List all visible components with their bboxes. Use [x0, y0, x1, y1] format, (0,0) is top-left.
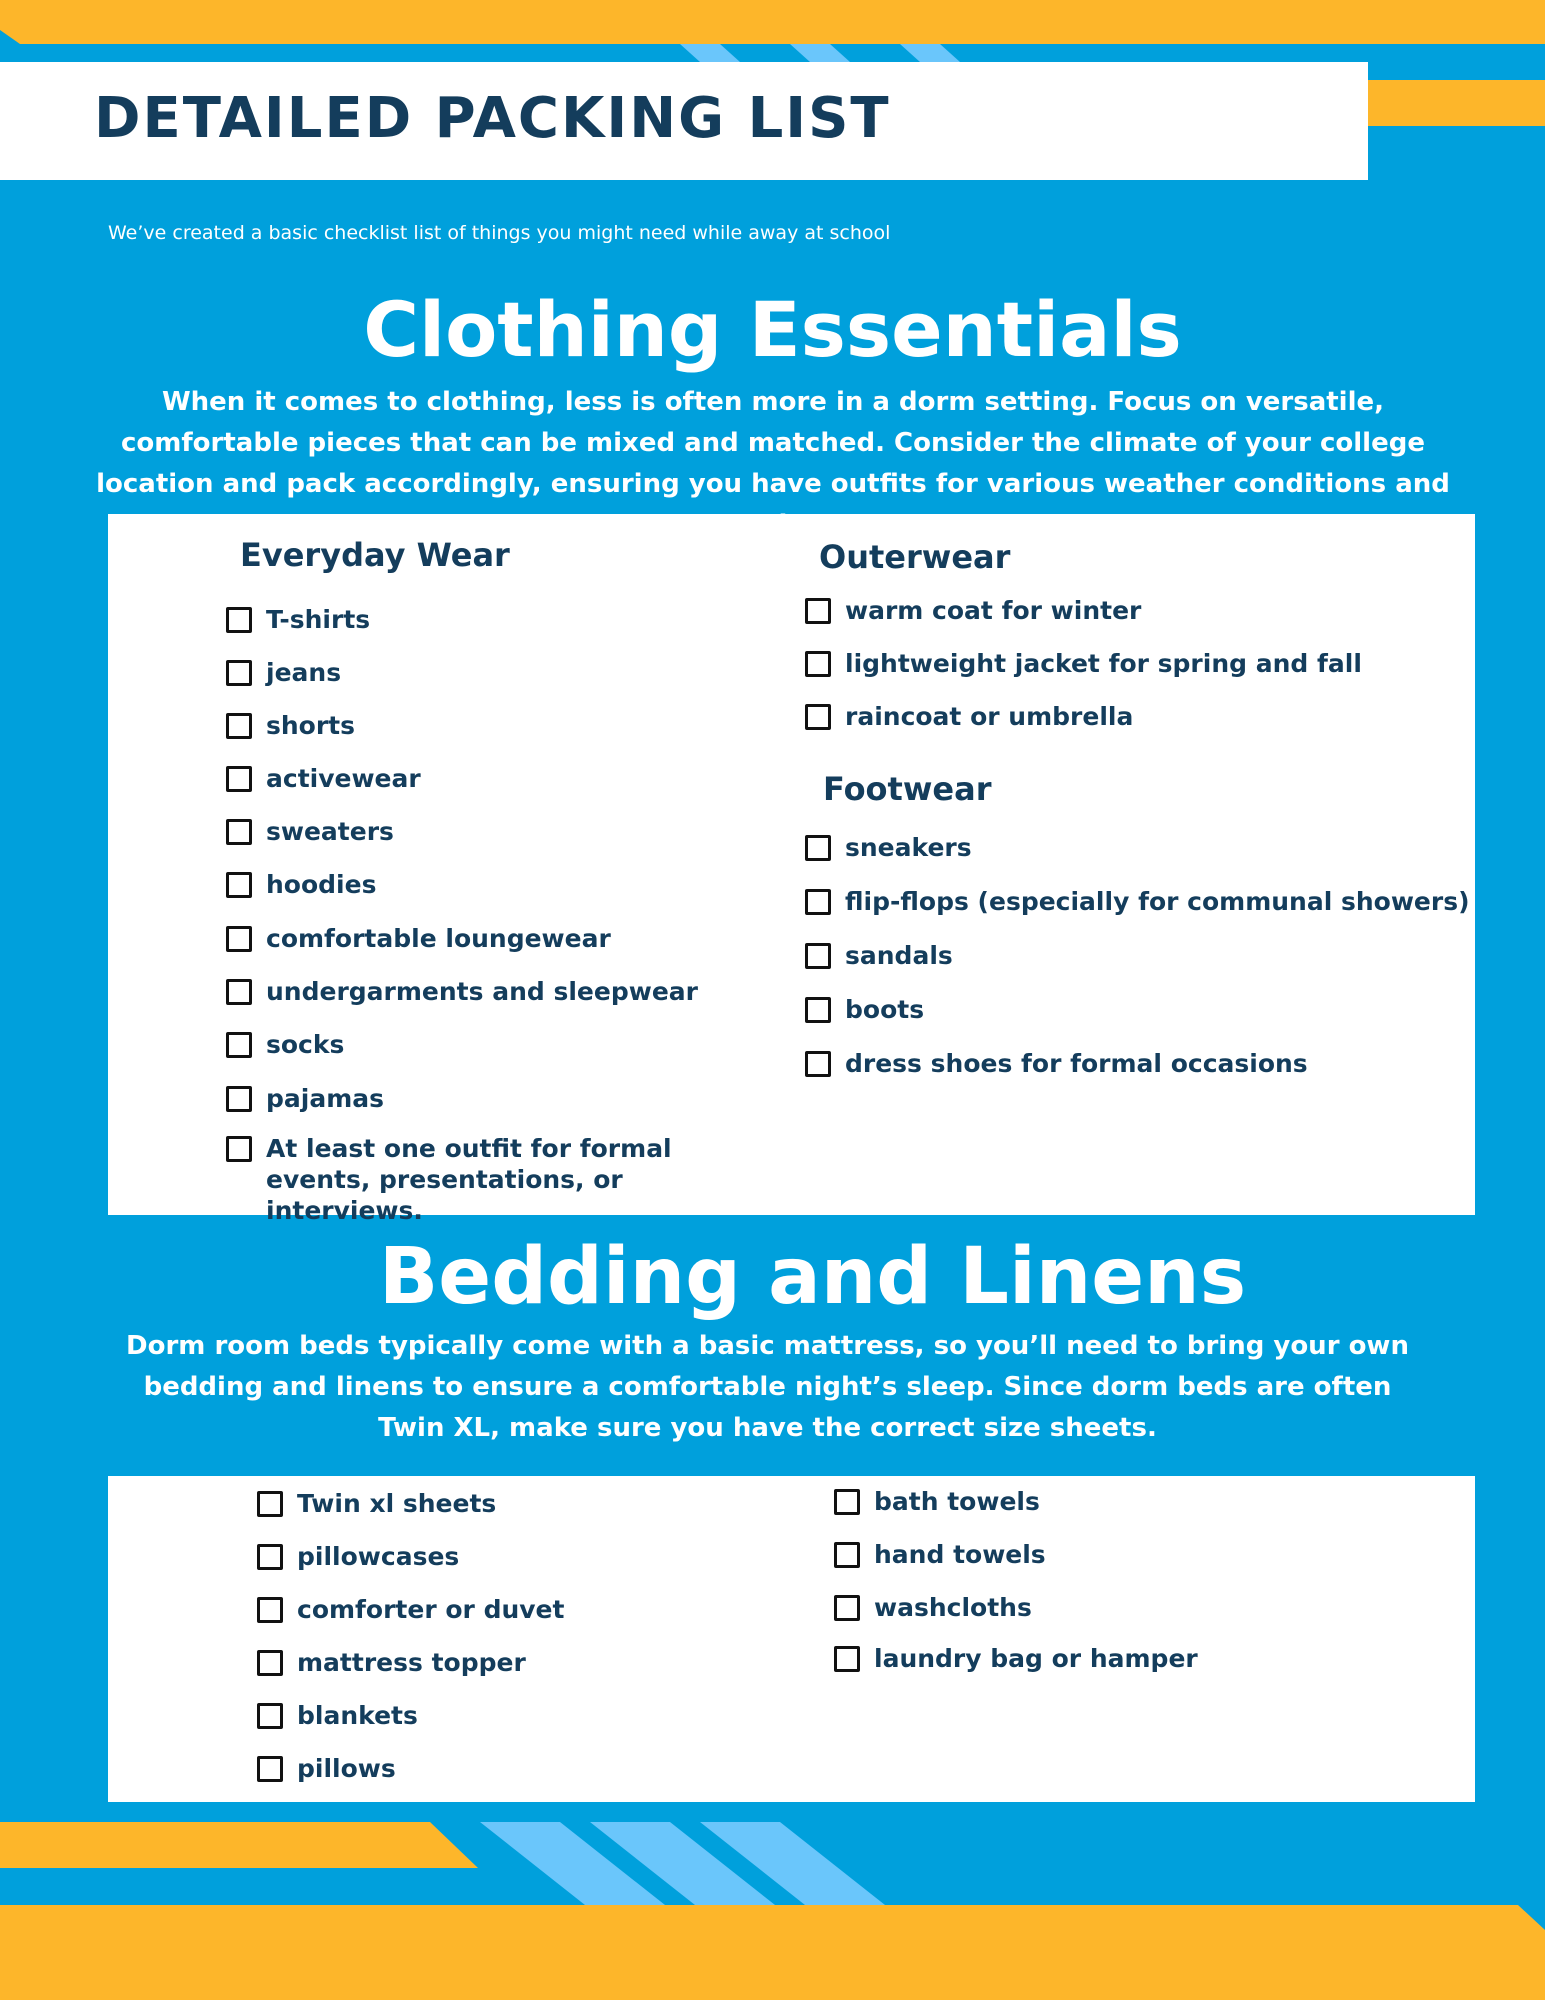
checkbox[interactable] [226, 766, 252, 792]
checkbox[interactable] [805, 835, 831, 861]
checkbox[interactable] [805, 1051, 831, 1077]
clothing-checklist-panel [108, 514, 1475, 1225]
checklist-item[interactable]: boots [805, 994, 924, 1025]
checkbox[interactable] [805, 997, 831, 1023]
checklist-item[interactable]: warm coat for winter [805, 595, 1141, 626]
checkbox[interactable] [805, 889, 831, 915]
checklist-item[interactable]: sneakers [805, 832, 972, 863]
checklist-item[interactable]: comforter or duvet [257, 1594, 564, 1625]
checkbox[interactable] [257, 1703, 283, 1729]
checkbox[interactable] [257, 1544, 283, 1570]
checklist-item[interactable]: pillowcases [257, 1541, 459, 1572]
checklist-item[interactable]: washcloths [834, 1592, 1032, 1623]
page-subtitle: We’ve created a basic checklist list of things you might need while away at school [108, 222, 891, 244]
outerwear-heading: Outerwear [819, 538, 1011, 576]
top-stripe [790, 44, 850, 62]
bottom-left-yellow-strip [0, 1822, 478, 1868]
checkbox[interactable] [834, 1489, 860, 1515]
checklist-item[interactable]: shorts [226, 710, 355, 741]
checkbox[interactable] [805, 943, 831, 969]
checklist-item[interactable]: bath towels [834, 1486, 1040, 1517]
everyday-wear-column [226, 536, 786, 1225]
checklist-item[interactable]: hand towels [834, 1539, 1046, 1570]
checkbox[interactable] [257, 1491, 283, 1517]
top-stripe [680, 44, 740, 62]
title-bar [0, 62, 1368, 180]
page-title: DETAILED PACKING LIST [94, 86, 891, 151]
outerwear-column [805, 538, 1445, 738]
top-yellow-band [0, 0, 1545, 44]
checkbox[interactable] [805, 704, 831, 730]
checkbox[interactable] [834, 1595, 860, 1621]
checklist-item[interactable]: lightweight jacket for spring and fall [805, 648, 1362, 679]
checklist-item[interactable]: undergarments and sleepwear [226, 976, 698, 1007]
checkbox[interactable] [257, 1650, 283, 1676]
footwear-column [805, 770, 1470, 1100]
bedding-left-column [257, 1486, 777, 1786]
clothing-description: When it comes to clothing, less is often more in a dorm setting. Focus on versatile, comfortable pieces that can be mixed and matched. Consider the climate of your college location and pack accordingly, ensuring you have outfits for various weather conditions and [96, 387, 1450, 499]
checklist-item[interactable]: blankets [257, 1700, 418, 1731]
checklist-item[interactable]: pajamas [226, 1083, 384, 1114]
checklist-item[interactable]: mattress topper [257, 1647, 526, 1678]
clothing-section-title: Clothing Essentials [363, 285, 1182, 374]
checkbox[interactable] [834, 1646, 860, 1672]
checkbox[interactable] [805, 651, 831, 677]
checkbox[interactable] [226, 1032, 252, 1058]
checklist-item[interactable]: Twin xl sheets [257, 1488, 496, 1519]
bedding-checklist-panel [108, 1476, 1475, 1802]
checklist-item[interactable]: jeans [226, 657, 341, 688]
checklist-item[interactable]: T-shirts [226, 604, 370, 635]
checkbox[interactable] [834, 1542, 860, 1568]
checkbox[interactable] [805, 598, 831, 624]
right-yellow-tab [1368, 80, 1545, 126]
bedding-right-column [834, 1486, 1394, 1686]
checklist-item[interactable]: raincoat or umbrella [805, 701, 1133, 732]
checklist-item[interactable]: socks [226, 1029, 344, 1060]
everyday-wear-heading: Everyday Wear [240, 536, 510, 574]
bottom-yellow-band [0, 1905, 1545, 2000]
checkbox[interactable] [226, 872, 252, 898]
checklist-item[interactable]: activewear [226, 763, 421, 794]
footwear-heading: Footwear [823, 770, 992, 808]
checklist-item[interactable]: dress shoes for formal occasions [805, 1048, 1308, 1079]
checkbox[interactable] [226, 607, 252, 633]
top-stripe [900, 44, 960, 62]
checklist-item[interactable]: sweaters [226, 816, 394, 847]
checkbox[interactable] [226, 926, 252, 952]
checkbox[interactable] [226, 660, 252, 686]
checklist-item[interactable]: sandals [805, 940, 953, 971]
checkbox[interactable] [226, 1086, 252, 1112]
checklist-item[interactable]: comfortable loungewear [226, 923, 611, 954]
checklist-item[interactable]: At least one outfit for formal events, presentations, or interviews. [226, 1133, 776, 1226]
checkbox[interactable] [257, 1597, 283, 1623]
checkbox[interactable] [226, 1136, 252, 1162]
checkbox[interactable] [226, 979, 252, 1005]
bedding-description: Dorm room beds typically come with a basic mattress, so you’ll need to bring your own bedding and linens to ensure a comfortable night’s sleep. Since dorm beds are often Twin XL, make sure you have the correct size sheets. [126, 1331, 1409, 1443]
checklist-item[interactable]: hoodies [226, 869, 376, 900]
checklist-item[interactable]: laundry bag or hamper [834, 1643, 1198, 1674]
checklist-item[interactable]: flip-flops (especially for communal showers) [805, 886, 1470, 917]
checklist-item[interactable]: pillows [257, 1753, 396, 1784]
checkbox[interactable] [226, 819, 252, 845]
checkbox[interactable] [257, 1756, 283, 1782]
checkbox[interactable] [226, 713, 252, 739]
bedding-section-title: Bedding and Linens [378, 1232, 1247, 1322]
